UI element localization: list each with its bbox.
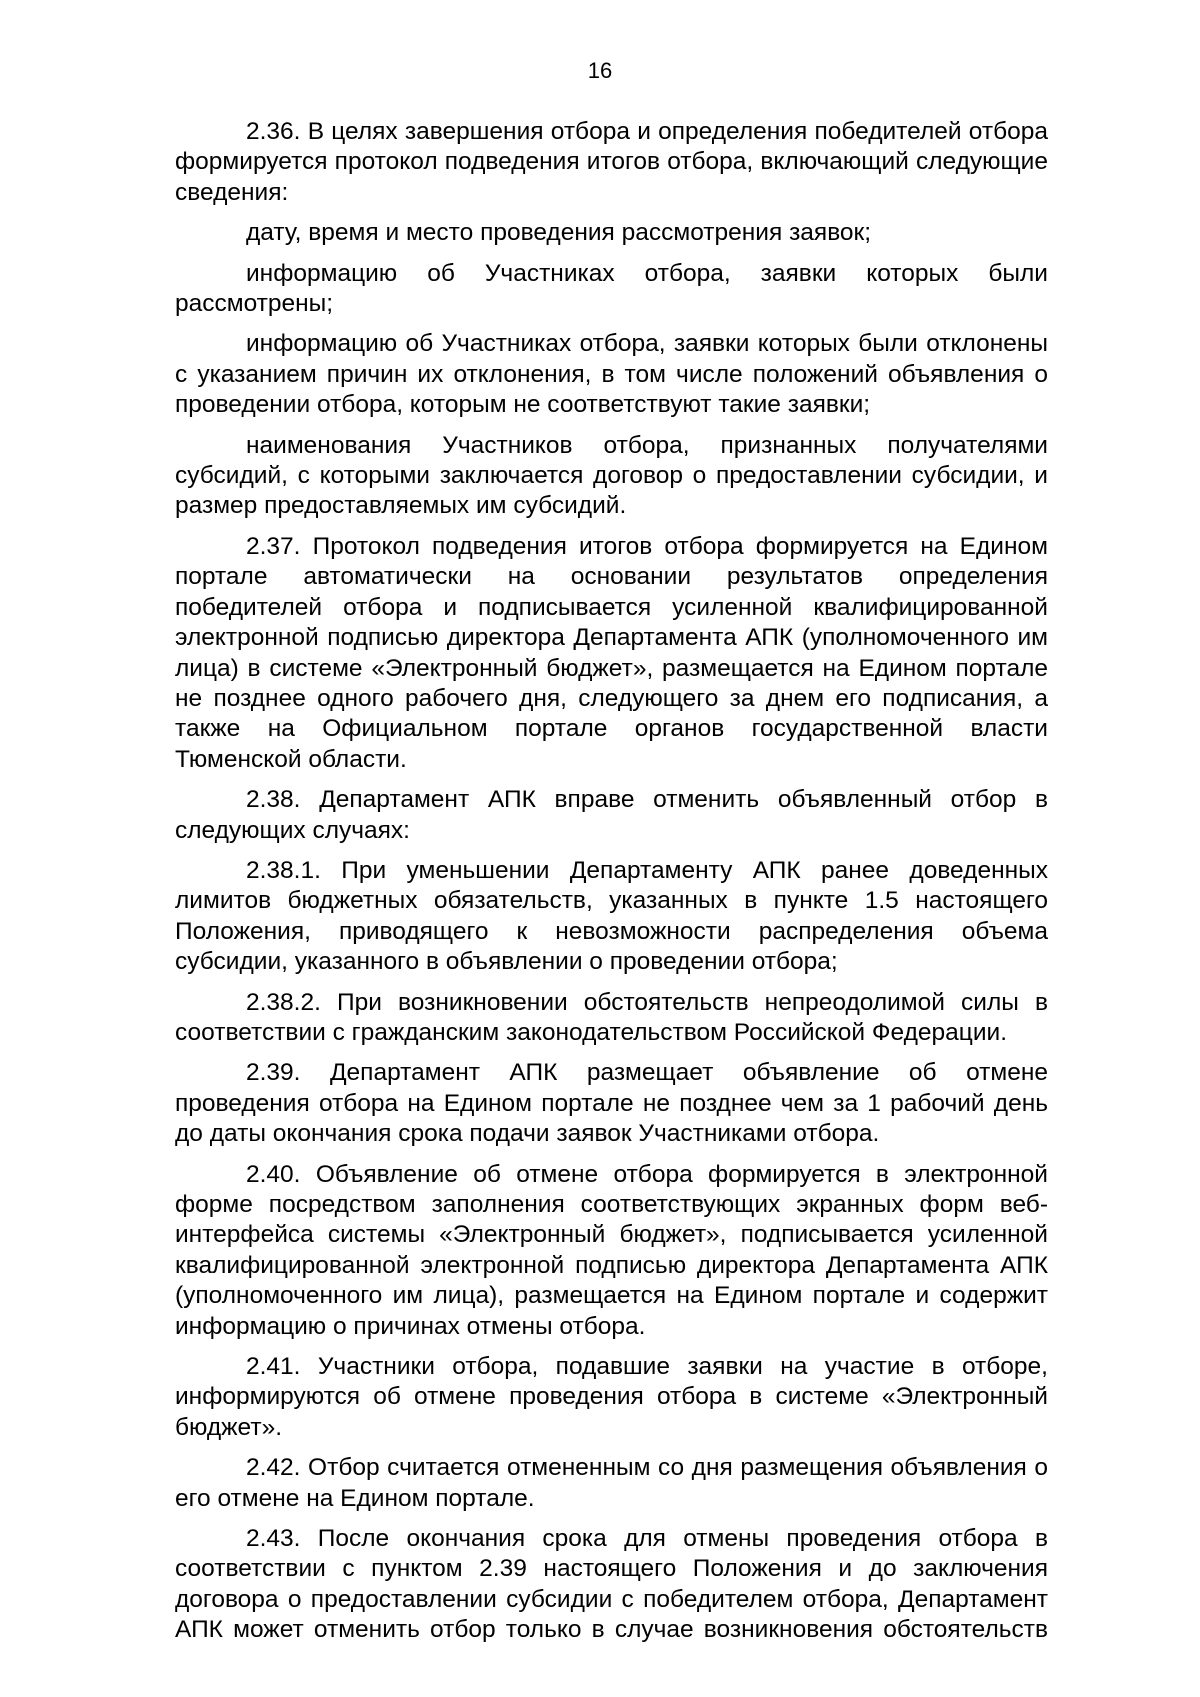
- list-item-subsidy-recipients: наименования Участников отбора, признанных получателями субсидий, с которыми заключается договор о предоставлении субсидии, и размер предоставляемых им субсидий.: [175, 431, 1048, 520]
- list-item-considered-participants: информацию об Участниках отбора, заявки которых были рассмотрены;: [175, 259, 1048, 318]
- paragraph-2-36: 2.36. В целях завершения отбора и определения победителей отбора формируется протокол подведения итогов отбора, включающий следующие сведения:: [175, 118, 1048, 206]
- paragraph-2-41: 2.41. Участники отбора, подавшие заявки на участие в отборе, информируются об отмене проведения отбора в системе «Электронный бюджет».: [175, 1353, 1048, 1441]
- list-item-date-time-place: дату, время и место проведения рассмотрения заявок;: [246, 219, 872, 247]
- paragraph-2-38-2: 2.38.2. При возникновении обстоятельств непреодолимой силы в соответствии с гражданским законодательством Российской Федерации.: [175, 988, 1048, 1046]
- paragraph-2-38: 2.38. Департамент АПК вправе отменить объявленный отбор в следующих случаях:: [175, 786, 1048, 844]
- document-body: [175, 117, 1048, 1656]
- paragraph-2-42: 2.42. Отбор считается отмененным со дня размещения объявления о его отмене на Едином портале.: [175, 1454, 1048, 1512]
- paragraph-2-39: 2.39. Департамент АПК размещает объявление об отмене проведения отбора на Едином портале не позднее чем за 1 рабочий день до даты окончания срока подачи заявок Участниками отбора.: [175, 1059, 1048, 1148]
- paragraph-2-40: 2.40. Объявление об отмене отбора формируется в электронной форме посредством заполнения соответствующих экранных форм веб-интерфейса системы «Электронный бюджет», подписывается усиленной квалифицированной электронной подписью директора Департамента АПК (уполномоченного им лица), размещается на Едином портале и содержит информацию о причинах отмены отбора.: [175, 1160, 1048, 1340]
- list-item-rejected-participants: информацию об Участниках отбора, заявки которых были отклонены с указанием причин их отклонения, в том числе положений объявления о проведении отбора, которым не соответствуют такие заявки;: [175, 330, 1048, 419]
- page-number: 16: [587, 58, 613, 83]
- paragraph-2-37: 2.37. Протокол подведения итогов отбора формируется на Едином портале автоматически на основании результатов определения победителей отбора и подписывается усиленной квалифицированной электронной подписью директора Департамента АПК (уполномоченного им лица) в системе «Электронный бюджет», размещается на Едином портале не позднее одного рабочего дня, следующего за днем его подписания, а также на Официальном портале органов государственной власти Тюменской области.: [175, 532, 1048, 773]
- paragraph-2-38-1: 2.38.1. При уменьшении Департаменту АПК ранее доведенных лимитов бюджетных обязательств, указанных в пункте 1.5 настоящего Положения, приводящего к невозможности распределения объема субсидии, указанного в объявлении о проведении отбора;: [175, 856, 1048, 976]
- paragraph-2-43: 2.43. После окончания срока для отмены проведения отбора в соответствии с пунктом 2.39 настоящего Положения и до заключения договора о предоставлении субсидии с победителем отбора, Департамент АПК может отменить отбор только в случае возникновения обстоятельств: [175, 1525, 1048, 1644]
